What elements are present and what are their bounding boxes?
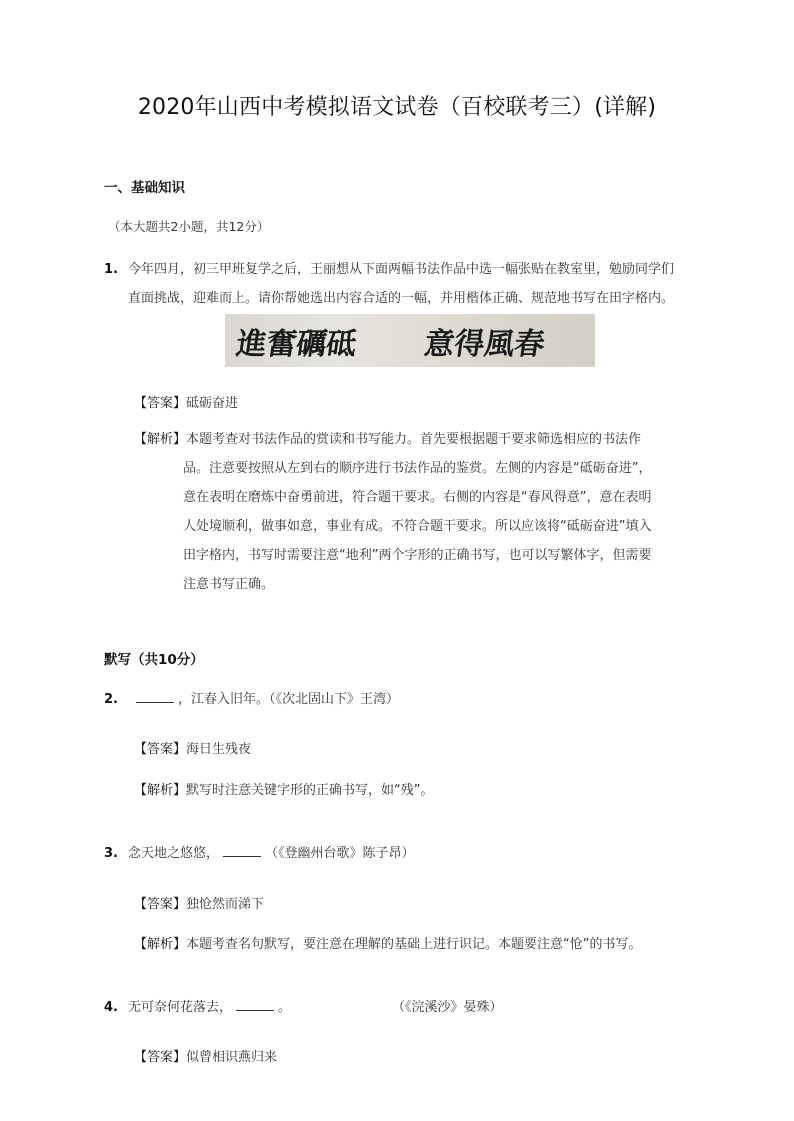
question-4-text xyxy=(128,993,291,1022)
analysis-1-line-2: 品。注意要按照从左到右的顺序进行书法作品的鉴赏。左侧的内容是“砥砺奋进”， xyxy=(183,461,652,476)
question-1-line-1: 今年四月，初三甲班复学之后，王丽想从下面两幅书法作品中选一幅张贴在教室里，勉励同学们 xyxy=(128,262,675,277)
question-3-before: 念天地之悠悠， xyxy=(128,846,220,861)
answer-1-text: 砥砺奋进 xyxy=(186,396,239,411)
answer-tag: 【答案】 xyxy=(134,742,187,757)
analysis-tag: 【解析】 xyxy=(134,937,187,952)
analysis-3 xyxy=(134,933,642,952)
calligraphy-image xyxy=(225,314,595,367)
section-heading-dictation: 默写（共10分） xyxy=(104,652,204,668)
calligraphy-left-text: 進奮礪砥 xyxy=(234,326,359,362)
question-1-line-2: 直面挑战，迎难而上。请你帮她选出内容合适的一幅，并用楷体正确、规范地书写在田字格内。 xyxy=(128,291,675,306)
analysis-3-text: 本题考查名句默写，要注意在理解的基础上进行识记。本题要注意“怆”的书写。 xyxy=(186,937,642,952)
question-2-text xyxy=(132,685,399,714)
question-2-after: ，江春入旧年。（《次北固山下》王湾） xyxy=(178,692,400,707)
analysis-tag: 【解析】 xyxy=(134,783,187,798)
question-4-after: 。 xyxy=(278,1000,292,1015)
answer-2-text: 海日生残夜 xyxy=(186,742,252,757)
question-3-text xyxy=(128,839,415,868)
answer-1 xyxy=(134,392,238,411)
question-3-after: （《登幽州台歌》陈子昂） xyxy=(265,846,415,861)
analysis-1-line-3: 意在表明在磨炼中奋勇前进，符合题干要求。右侧的内容是“春风得意”，意在表明 xyxy=(183,490,652,505)
question-1-text xyxy=(128,255,674,313)
answer-3 xyxy=(134,893,264,912)
analysis-1-line-4: 人处境顺利，做事如意，事业有成。不符合题干要求。所以应该将“砥砺奋进”填入 xyxy=(183,519,652,534)
analysis-2-text: 默写时注意关键字形的正确书写，如“残”。 xyxy=(186,783,434,798)
question-number-1: 1. xyxy=(104,262,118,277)
analysis-2 xyxy=(134,779,434,798)
analysis-1-line-6: 注意书写正确。 xyxy=(183,577,275,592)
answer-4-text: 似曾相识燕归来 xyxy=(186,1050,278,1065)
fill-blank[interactable] xyxy=(223,846,261,857)
analysis-1 xyxy=(134,425,694,599)
section-note: （本大题共2小题，共12分） xyxy=(108,219,270,234)
question-4-before: 无可奈何花落去， xyxy=(128,1000,233,1015)
question-4-source: （《浣溪沙》晏殊） xyxy=(392,1000,503,1015)
fill-blank[interactable] xyxy=(236,1000,274,1011)
page-title: 2020年山西中考模拟语文试卷（百校联考三）(详解) xyxy=(137,95,657,120)
answer-4 xyxy=(134,1046,277,1065)
question-number-2: 2. xyxy=(104,692,118,707)
answer-tag: 【答案】 xyxy=(134,897,187,912)
analysis-tag: 【解析】 xyxy=(134,432,187,447)
analysis-1-line-5: 田字格内，书写时需要注意“地利”两个字形的正确书写，也可以写繁体字，但需要 xyxy=(183,548,652,563)
answer-tag: 【答案】 xyxy=(134,396,187,411)
calligraphy-left xyxy=(234,314,359,367)
section-heading-basics: 一、基础知识 xyxy=(104,180,185,196)
answer-tag: 【答案】 xyxy=(134,1050,187,1065)
fill-blank[interactable] xyxy=(136,692,174,703)
answer-3-text: 独怆然而涕下 xyxy=(186,897,265,912)
calligraphy-right-text: 意得風春 xyxy=(422,326,547,362)
calligraphy-right xyxy=(422,314,547,367)
question-number-3: 3. xyxy=(104,846,118,861)
question-number-4: 4. xyxy=(104,1000,118,1015)
answer-2 xyxy=(134,738,251,757)
analysis-1-line-1: 本题考查对书法作品的赏读和书写能力。首先要根据题干要求筛选相应的书法作 xyxy=(186,432,642,447)
